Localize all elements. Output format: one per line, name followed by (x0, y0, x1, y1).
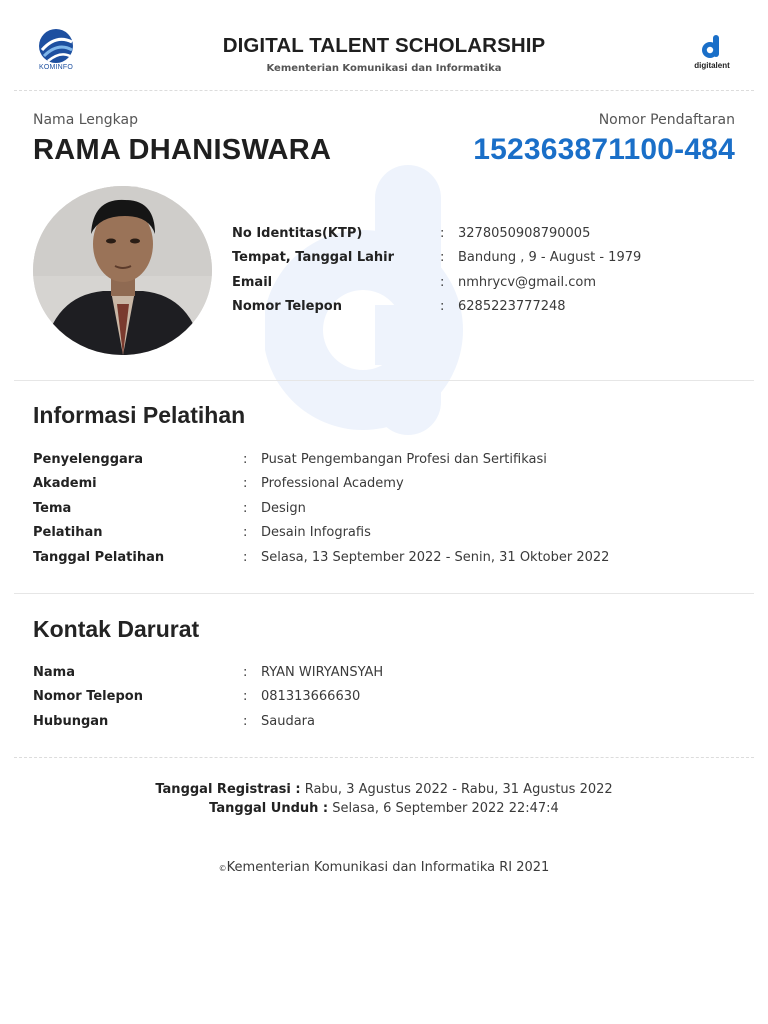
training-label: Akademi (33, 476, 97, 491)
birth-place-date-value: Bandung , 9 - August - 1979 (458, 250, 642, 265)
download-date-label: Tanggal Unduh : (209, 801, 329, 816)
emergency-label: Nomor Telepon (33, 689, 143, 704)
detail-label: Tempat, Tanggal Lahir (232, 250, 395, 265)
emergency-separator: : (243, 689, 248, 704)
training-separator: : (243, 525, 248, 540)
course-value: Desain Infografis (261, 525, 371, 540)
training-separator: : (243, 550, 248, 565)
participant-portrait-icon (33, 186, 212, 355)
digitalent-d-icon (688, 34, 736, 60)
detail-label: Nomor Telepon (232, 299, 342, 314)
participant-name: RAMA DHANISWARA (33, 134, 332, 166)
training-label: Pelatihan (33, 525, 103, 540)
participant-photo (33, 186, 212, 355)
email-value: nmhrycv@gmail.com (458, 275, 597, 290)
training-separator: : (243, 476, 248, 491)
detail-separator: : (440, 250, 445, 265)
detail-separator: : (440, 275, 445, 290)
training-dates-value: Selasa, 13 September 2022 - Senin, 31 Oktober 2022 (261, 550, 610, 565)
copyright-line (0, 860, 768, 875)
header-subtitle: Kementerian Komunikasi dan Informatika (266, 63, 502, 74)
download-date-line (0, 801, 768, 816)
training-label: Penyelenggara (33, 452, 143, 467)
training-section-title: Informasi Pelatihan (33, 402, 246, 428)
id-number-value: 3278050908790005 (458, 226, 591, 241)
detail-label: No Identitas(KTP) (232, 226, 363, 241)
footer-divider (14, 757, 754, 758)
detail-label: Email (232, 275, 273, 290)
emergency-phone-value: 081313666630 (261, 689, 361, 704)
emergency-label: Nama (33, 665, 75, 680)
copyright-text: Kementerian Komunikasi dan Informatika RI 2021 (226, 860, 550, 875)
digitalent-logo-label: digitalent (694, 61, 730, 70)
name-label: Nama Lengkap (33, 112, 138, 128)
emergency-name-value: RYAN WIRYANSYAH (261, 665, 384, 680)
registration-date-value: Rabu, 3 Agustus 2022 - Rabu, 31 Agustus 2022 (304, 782, 613, 797)
relationship-value: Saudara (261, 714, 315, 729)
registration-date-line (0, 782, 768, 797)
emergency-section-title: Kontak Darurat (33, 616, 200, 642)
phone-value: 6285223777248 (458, 299, 566, 314)
emergency-label: Hubungan (33, 714, 109, 729)
theme-value: Design (261, 501, 306, 516)
detail-separator: : (440, 299, 445, 314)
section-divider (14, 380, 754, 381)
header-divider (14, 90, 754, 91)
kominfo-logo-label: KOMINFO (38, 64, 74, 71)
digitalent-logo (688, 34, 736, 74)
organizer-value: Pusat Pengembangan Profesi dan Sertifikasi (261, 452, 547, 467)
copyright-icon: © (218, 864, 227, 873)
training-separator: : (243, 501, 248, 516)
detail-separator: : (440, 226, 445, 241)
header-title: DIGITAL TALENT SCHOLARSHIP (222, 34, 546, 57)
registration-number: 152363871100-484 (473, 133, 735, 166)
emergency-separator: : (243, 714, 248, 729)
academy-value: Professional Academy (261, 476, 404, 491)
section-divider (14, 593, 754, 594)
training-separator: : (243, 452, 248, 467)
training-label: Tanggal Pelatihan (33, 550, 165, 565)
registration-date-label: Tanggal Registrasi : (155, 782, 301, 797)
emergency-separator: : (243, 665, 248, 680)
training-label: Tema (33, 501, 72, 516)
download-date-value: Selasa, 6 September 2022 22:47:4 (332, 801, 559, 816)
registration-label: Nomor Pendaftaran (598, 112, 735, 128)
